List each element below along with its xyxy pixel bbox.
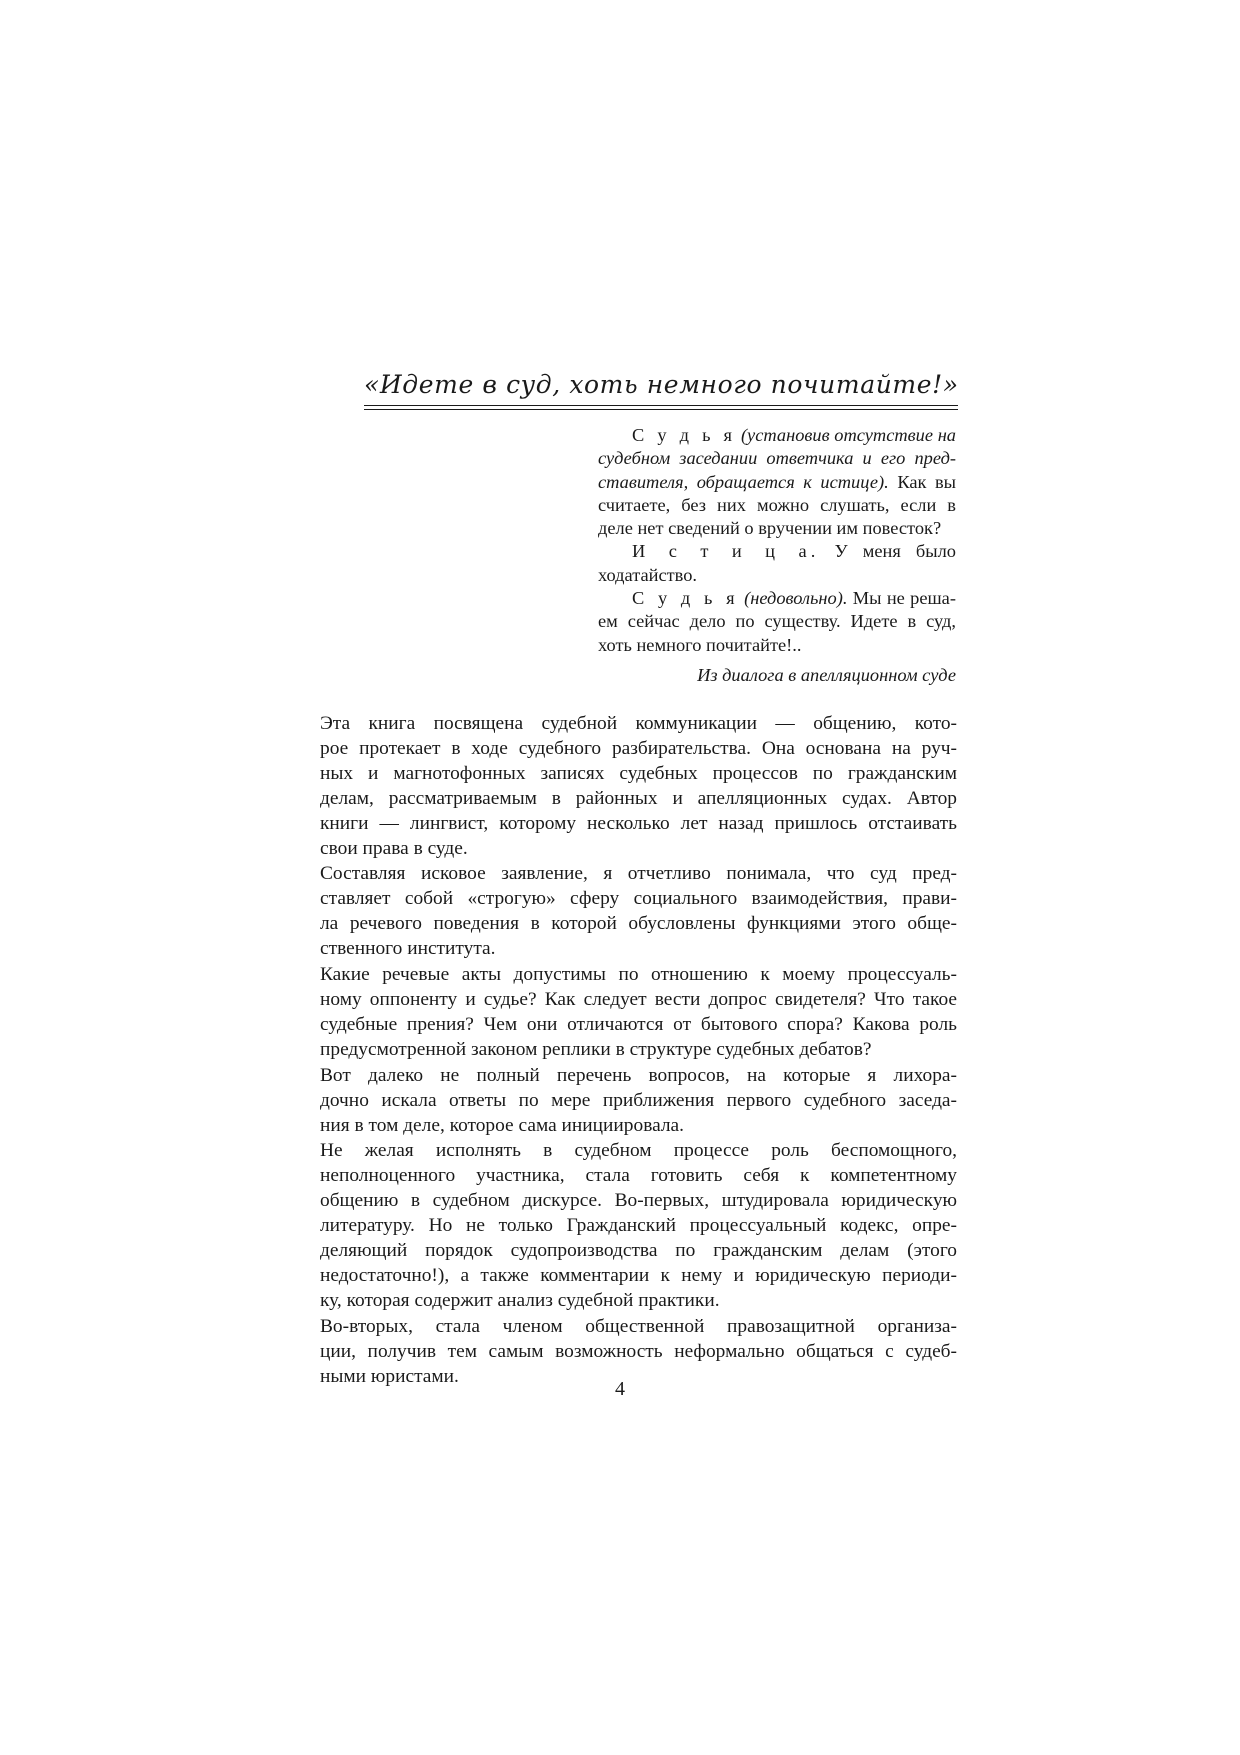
text-line: ных и магнотофонных записях судебных процессов по гражданским bbox=[320, 762, 957, 784]
text-line: Не желая исполнять в судебном процессе роль беспомощного, bbox=[320, 1140, 957, 1162]
body-text bbox=[293, 712, 957, 1390]
text-line: предусмотренной законом реплики в структуре судебных дебатов? bbox=[320, 1038, 872, 1060]
text-line: дочно искала ответы по мере приближения первого судебного заседа- bbox=[320, 1089, 957, 1111]
speech: Мы не решаем сейчас дело по существу. Идете в суд, хоть немного почитайте!.. bbox=[598, 588, 956, 655]
paragraph bbox=[293, 1139, 957, 1313]
text-line: Составляя исковое заявление, я отчетливо понимала, что суд пред- bbox=[320, 863, 957, 885]
stage-remark: (недовольно). bbox=[744, 588, 848, 609]
text-line: Вот далеко не полный перечень вопросов, на которые я лихора- bbox=[320, 1064, 957, 1086]
text-line: Эта книга посвящена судебной коммуникации — общению, кото- bbox=[320, 713, 957, 734]
epigraph-source: Из диалога в апелляционном суде bbox=[697, 664, 956, 685]
paragraph bbox=[293, 862, 957, 962]
text-line: рое протекает в ходе судебного разбирательства. Она основана на руч- bbox=[320, 737, 957, 759]
running-header bbox=[364, 367, 958, 410]
speech: У меня было ходатайство. bbox=[598, 541, 956, 585]
header-rule bbox=[364, 409, 958, 410]
chapter-title: «Идете в суд, хоть немного почитайте!» bbox=[364, 370, 959, 399]
text-line: ку, которая содержит анализ судебной практики. bbox=[320, 1289, 720, 1311]
text-line: недостаточно!), а также комментарии к нему и юридическую периоди- bbox=[320, 1264, 957, 1286]
text-line: деляющий порядок судопроизводства по гражданским делам (этого bbox=[320, 1240, 957, 1262]
stage-remark: (установив отсутствие на судебном заседании ответчика и его представителя, обращается к истице). bbox=[598, 425, 957, 492]
text-line: неполноценного участника, стала готовить себя к компетентному bbox=[320, 1165, 957, 1187]
text-line: ции, получив тем самым возможность неформально общаться с судеб- bbox=[320, 1340, 957, 1362]
paragraph bbox=[293, 1064, 957, 1139]
text-line: делам, рассматриваемым в районных и апелляционных судах. Автор bbox=[320, 787, 957, 809]
text-line: книги — лингвист, которому несколько лет назад пришлось отстаивать bbox=[320, 812, 957, 834]
text-line: свои права в суде. bbox=[320, 837, 468, 859]
text-line: судебные прения? Чем они отличаются от бытового спора? Какова роль bbox=[320, 1013, 957, 1035]
text-line: ставляет собой «строгую» сферу социального взаимодействия, прави- bbox=[320, 888, 957, 910]
text-line: Во-вторых, стала членом общественной правозащитной организа- bbox=[320, 1315, 957, 1337]
page-number: 4 bbox=[615, 1378, 625, 1400]
epigraph-judge-line bbox=[598, 424, 956, 540]
paragraph bbox=[293, 963, 957, 1063]
text-line: литературу. Но не только Гражданский процессуальный кодекс, опре- bbox=[320, 1215, 957, 1237]
text-line: ному оппоненту и судье? Как следует вести допрос свидетеля? Что такое bbox=[320, 988, 957, 1010]
speaker-plaintiff: И с т и ц а. bbox=[632, 541, 820, 562]
text-line: Какие речевые акты допустимы по отношению к моему процессуаль- bbox=[320, 964, 957, 986]
text-line: ными юристами. bbox=[320, 1365, 459, 1387]
text-line: ния в том деле, которое сама инициировала. bbox=[320, 1114, 685, 1136]
speaker-judge: С у д ь я bbox=[632, 588, 739, 609]
text-line: ственного института. bbox=[320, 938, 496, 960]
text-line: общению в судебном дискурсе. Во-первых, штудировала юридическую bbox=[320, 1190, 957, 1212]
paragraph bbox=[293, 712, 957, 861]
epigraph-plaintiff-line bbox=[598, 540, 956, 587]
header-rule bbox=[364, 405, 958, 406]
epigraph bbox=[598, 424, 956, 687]
epigraph-judge-line bbox=[598, 587, 956, 657]
speech: Как вы считаете, без них можно слушать, если в деле нет сведений о вручении им повесток? bbox=[598, 471, 956, 539]
text-line: ла речевого поведения в которой обусловлены функциями этого обще- bbox=[320, 913, 957, 935]
speaker-judge: С у д ь я bbox=[632, 425, 737, 445]
